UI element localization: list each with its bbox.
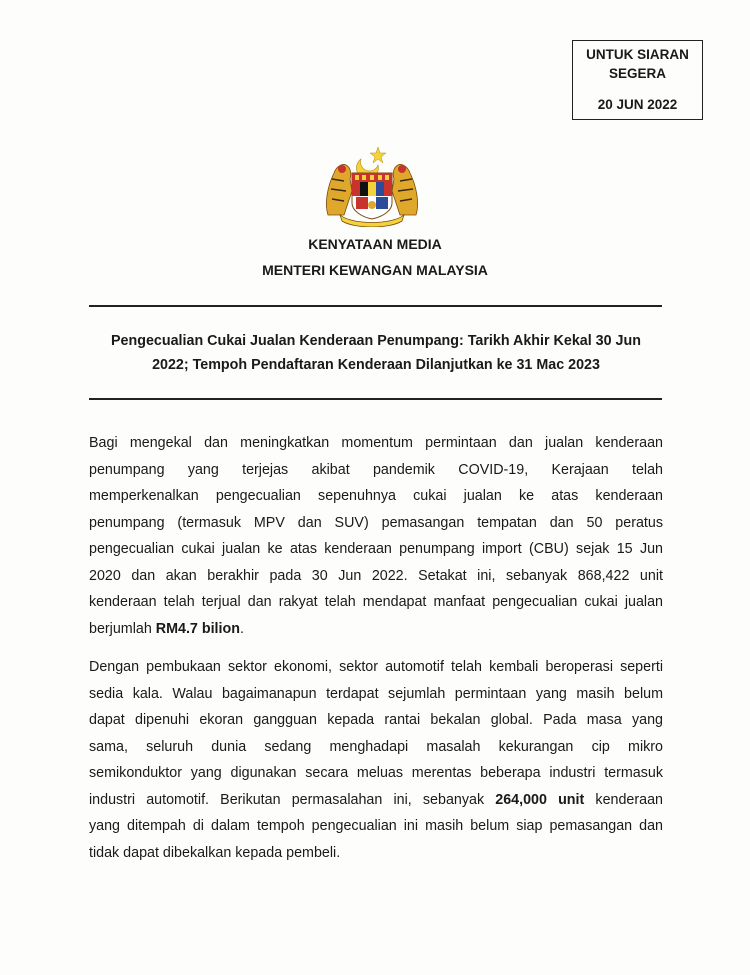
paragraph-line: Dengan pembukaan sektor ekonomi, sektor automotif telah kembali beroperasi seperti [89,659,663,675]
paragraph-line: 2020 dan akan berakhir pada 30 Jun 2022. Setakat ini, sebanyak 868,422 unit [89,567,663,584]
ministry-name: MENTERI KEWANGAN MALAYSIA [262,262,488,278]
text-run: . [239,620,244,637]
text-run: berjumlah [89,620,156,637]
text-run: industri automotif. Berikutan permasalahan ini, sebanyak [89,791,496,808]
release-notice-line1: UNTUK SIARAN [586,47,689,62]
paragraph-line [89,787,663,814]
paragraph-line: pengecualian cukai jualan ke atas kenderaan penumpang import (CBU) sejak 15 Jun [89,541,663,557]
paragraph-line: tidak dapat dibekalkan kepada pembeli. [89,844,341,861]
highlight-amount: RM4.7 bilion [155,620,240,637]
paragraph-line: kenderaan telah terjual dan rakyat telah mendapat manfaat pengecualian cukai jualan [89,594,663,610]
paragraph-line: Bagi mengekal dan meningkatkan momentum permintaan dan jualan kenderaan [89,435,663,451]
paragraph-line: penumpang yang terjejas akibat pandemik COVID-19, Kerajaan telah [89,461,663,478]
release-date: 20 JUN 2022 [597,97,678,112]
paragraph-line: penumpang (termasuk MPV dan SUV) pemasangan tempatan dan 50 peratus [89,514,663,531]
highlight-units: 264,000 unit [495,791,585,808]
title-line: Pengecualian Cukai Jualan Kenderaan Penumpang: Tarikh Akhir Kekal 30 Jun [111,333,641,349]
release-notice-box [572,40,703,120]
paragraph-line: sama, seluruh dunia sedang menghadapi masalah kekurangan cip mikro [89,738,663,755]
title-line: 2022; Tempoh Pendaftaran Kenderaan Dilanjutkan ke 31 Mac 2023 [152,357,600,373]
paragraph-line: sedia kala. Walau bagaimanapun terdapat sejumlah permintaan yang masih belum [89,685,663,702]
statement-title [88,329,664,377]
paragraph-line [89,616,663,643]
body-paragraph-2 [89,654,663,866]
paragraph-line: yang ditempah di dalam tempoh pengecualian ini masih belum siap pemasangan dan [89,818,663,834]
release-notice-line2: SEGERA [608,66,666,81]
body-paragraph-1 [89,430,663,642]
paragraph-line: dapat dipenuhi ekoran gangguan kepada rantai bekalan global. Pada masa yang [89,712,663,728]
coat-of-arms-logo [322,145,422,227]
divider-bottom [89,398,662,400]
paragraph-line: memperkenalkan pengecualian sepenuhnya cukai jualan ke atas kenderaan [89,488,663,504]
document-heading: KENYATAAN MEDIA [308,236,442,252]
text-run: kenderaan [584,791,663,808]
divider-top [89,305,662,307]
paragraph-line: semikonduktor yang digunakan secara meluas merentas beberapa industri termasuk [89,765,663,781]
